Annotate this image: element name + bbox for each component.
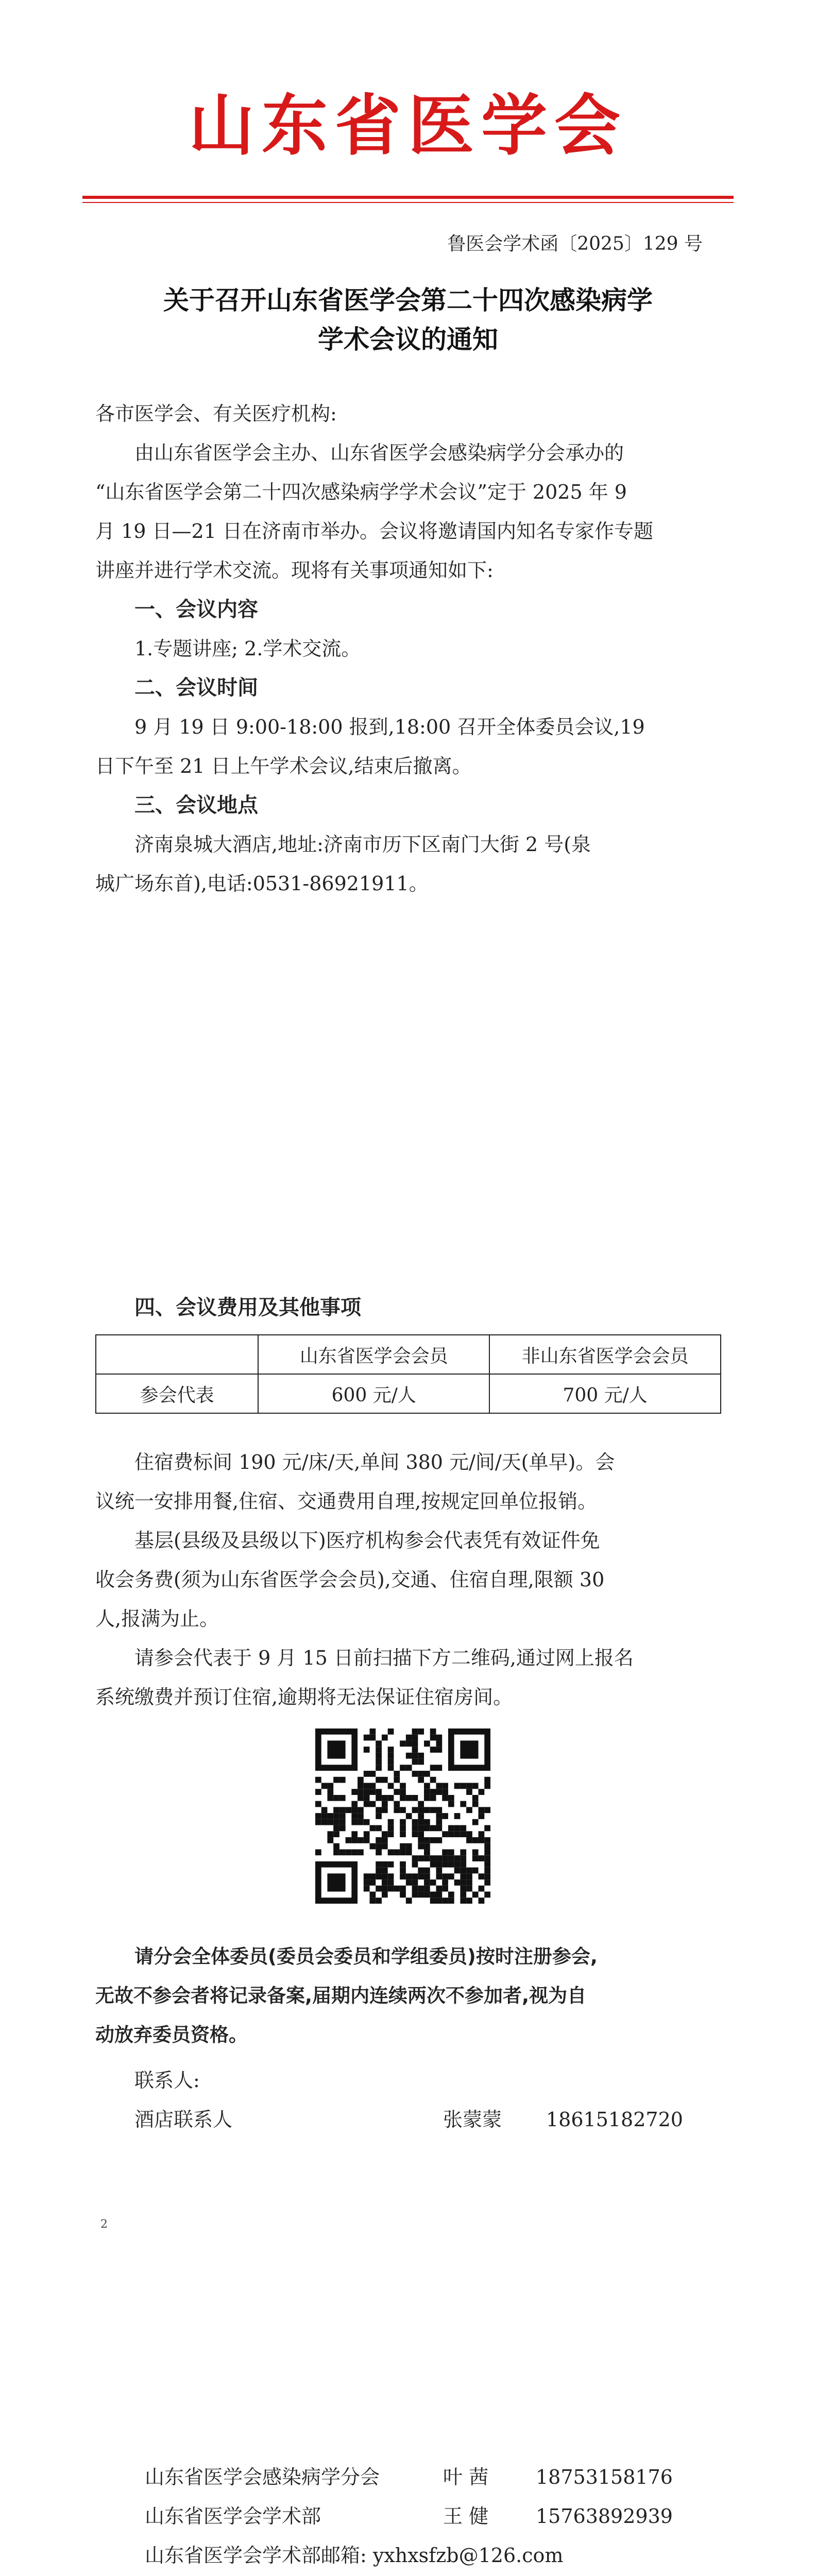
hotel-contact-name: 张蒙蒙 bbox=[443, 2108, 502, 2131]
email-line: 山东省医学会学术部邮箱: yxhxsfzb@126.com bbox=[145, 2544, 564, 2567]
table-cell: 参会代表 bbox=[96, 1374, 258, 1413]
table-header: 山东省医学会会员 bbox=[258, 1335, 489, 1374]
grassroots-line-1: 基层(县级及县级以下)医疗机构参会代表凭有效证件免 bbox=[134, 1529, 600, 1552]
section-1-body: 1.专题讲座; 2.学术交流。 bbox=[134, 637, 361, 660]
letterhead-rule bbox=[82, 196, 734, 199]
section-2-line-2: 日下午至 21 日上午学术会议,结束后撤离。 bbox=[95, 755, 472, 777]
page-2 bbox=[0, 1149, 816, 2303]
table-cell: 600 元/人 bbox=[258, 1374, 489, 1413]
intro-line-1: 由山东省医学会主办、山东省医学会感染病学分会承办的 bbox=[134, 442, 624, 464]
hotel-contact-phone: 18615182720 bbox=[546, 2108, 683, 2131]
section-4-heading: 四、会议费用及其他事项 bbox=[134, 1296, 361, 1319]
section-3-line-2: 城广场东首),电话:0531-86921911。 bbox=[95, 872, 429, 895]
lodging-line-2: 议统一安排用餐,住宿、交通费用自理,按规定回单位报销。 bbox=[95, 1490, 598, 1513]
table-cell: 700 元/人 bbox=[489, 1374, 721, 1413]
register-line-1: 请参会代表于 9 月 15 日前扫描下方二维码,通过网上报名 bbox=[134, 1647, 634, 1669]
section-2-line-1: 9 月 19 日 9:00-18:00 报到,18:00 召开全体委员会议,19 bbox=[134, 716, 645, 738]
document-number: 鲁医会学术函〔2025〕129 号 bbox=[447, 233, 703, 255]
contact-2-org: 山东省医学会学术部 bbox=[145, 2505, 321, 2528]
contacts-label: 联系人: bbox=[134, 2069, 200, 2092]
notice-line-2: 无故不参会者将记录备案,届期内连续两次不参加者,视为自 bbox=[95, 1985, 587, 2007]
title-line-1: 关于召开山东省医学会第二十四次感染病学 bbox=[163, 285, 653, 315]
table-row bbox=[96, 1335, 721, 1374]
document-title bbox=[82, 281, 734, 359]
section-3-line-1: 济南泉城大酒店,地址:济南市历下区南门大街 2 号(泉 bbox=[134, 833, 591, 856]
intro-line-4: 讲座并进行学术交流。现将有关事项通知如下: bbox=[95, 559, 494, 582]
intro-line-2: “山东省医学会第二十四次感染病学学术会议”定于 2025 年 9 bbox=[95, 481, 627, 503]
table-header: 非山东省医学会会员 bbox=[489, 1335, 721, 1374]
notice-line-3: 动放弃委员资格。 bbox=[95, 2024, 248, 2046]
page-1 bbox=[0, 0, 816, 1149]
lodging-line-1: 住宿费标间 190 元/床/天,单间 380 元/间/天(单早)。会 bbox=[134, 1451, 615, 1473]
section-3-heading: 三、会议地点 bbox=[134, 793, 258, 817]
contact-1-name: 叶 茜 bbox=[443, 2466, 489, 2488]
table-cell bbox=[96, 1335, 258, 1374]
letterhead-rule-thin bbox=[82, 202, 734, 203]
title-line-2: 学术会议的通知 bbox=[318, 325, 498, 354]
hotel-contact-label: 酒店联系人 bbox=[134, 2108, 233, 2131]
contact-1-phone: 18753158176 bbox=[536, 2466, 673, 2488]
salutation: 各市医学会、有关医疗机构: bbox=[95, 402, 337, 425]
grassroots-line-3: 人,报满为止。 bbox=[95, 1607, 219, 1630]
section-1-heading: 一、会议内容 bbox=[134, 598, 258, 621]
registration-qr-code[interactable] bbox=[315, 1728, 490, 1904]
fee-table bbox=[95, 1334, 721, 1414]
page-number: 2 bbox=[100, 2218, 108, 2231]
contact-2-name: 王 健 bbox=[443, 2505, 489, 2528]
contact-1-org: 山东省医学会感染病学分会 bbox=[145, 2466, 380, 2488]
contact-2-phone: 15763892939 bbox=[536, 2505, 673, 2528]
letterhead-title: 山东省医学会 bbox=[188, 88, 627, 164]
page-3 bbox=[0, 2303, 816, 2576]
intro-line-3: 月 19 日—21 日在济南市举办。会议将邀请国内知名专家作专题 bbox=[95, 520, 653, 543]
register-line-2: 系统缴费并预订住宿,逾期将无法保证住宿房间。 bbox=[95, 1686, 513, 1708]
grassroots-line-2: 收会务费(须为山东省医学会会员),交通、住宿自理,限额 30 bbox=[95, 1568, 605, 1591]
section-2-heading: 二、会议时间 bbox=[134, 676, 258, 700]
table-row bbox=[96, 1374, 721, 1413]
notice-line-1: 请分会全体委员(委员会委员和学组委员)按时注册参会, bbox=[134, 1945, 598, 1968]
